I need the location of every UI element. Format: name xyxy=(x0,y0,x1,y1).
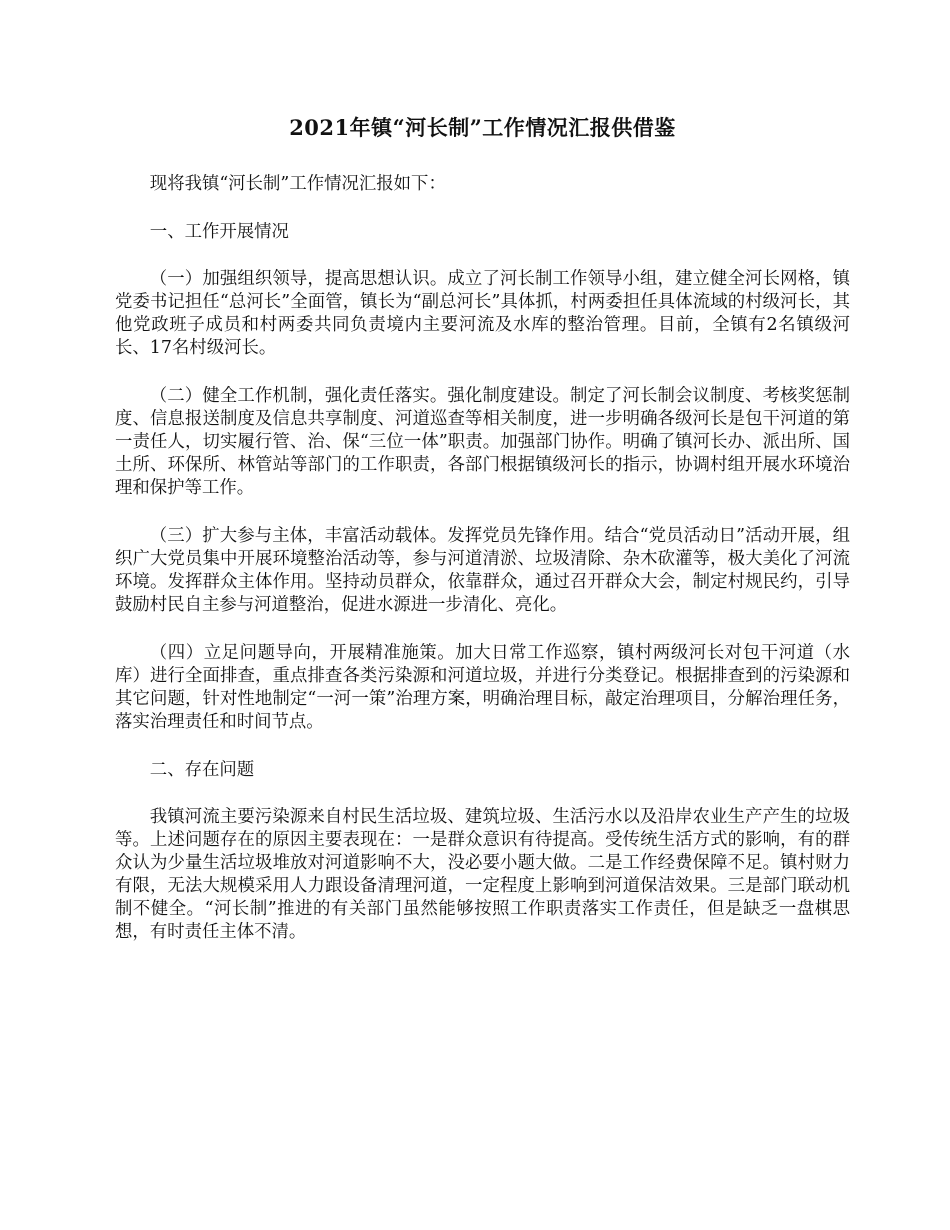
document-title: 2021年镇“河长制”工作情况汇报供借鉴 xyxy=(289,115,676,140)
section-heading-work-status: 一、工作开展情况 xyxy=(149,222,289,242)
paragraph-participation: （三）扩大参与主体，丰富活动载体。发挥党员先锋作用。结合“党员活动日”活动开展，组织广大党员集中开展环境整治活动等，参与河道清淤、垃圾清除、杂木砍灌等，极大美化了河流环境。发挥群众主体作用。坚持动员群众，依靠群众，通过召开群众大会，制定村规民约，引导鼓励村民自主参与河道整治，促进水源进一步清化、亮化。 xyxy=(115,526,850,615)
paragraph-organization-leadership: （一）加强组织领导，提高思想认识。成立了河长制工作领导小组，建立健全河长网格，镇党委书记担任“总河长”全面管，镇长为“副总河长”具体抓，村两委担任具体流域的村级河长，其他党政班子成员和村两委共同负责境内主要河流及水库的整治管理。目前，全镇有2名镇级河长、17名村级河长。 xyxy=(115,269,850,358)
paragraph-problem-causes: 我镇河流主要污染源来自村民生活垃圾、建筑垃圾、生活污水以及沿岸农业生产产生的垃圾等。上述问题存在的原因主要表现在：一是群众意识有待提高。受传统生活方式的影响，有的群众认为少量生活垃圾堆放对河道影响不大，没必要小题大做。二是工作经费保障不足。镇村财力有限，无法大规模采用人力跟设备清理河道，一定程度上影响到河道保洁效果。三是部门联动机制不健全。“河长制”推进的有关部门虽然能够按照工作职责落实工作责任，但是缺乏一盘棋思想，有时责任主体不清。 xyxy=(115,807,850,942)
paragraph-work-mechanism: （二）健全工作机制，强化责任落实。强化制度建设。制定了河长制会议制度、考核奖惩制度、信息报送制度及信息共享制度、河道巡查等相关制度，进一步明确各级河长是包干河道的第一责任人，切实履行管、治、保“三位一体”职责。加强部门协作。明确了镇河长办、派出所、国土所、环保所、林管站等部门的工作职责，各部门根据镇级河长的指示，协调村组开展水环境治理和保护等工作。 xyxy=(115,386,850,498)
section-heading-existing-problems: 二、存在问题 xyxy=(149,760,255,780)
document-page xyxy=(115,108,850,969)
paragraph-problem-oriented-measures: （四）立足问题导向，开展精准施策。加大日常工作巡察，镇村两级河长对包干河道（水库）进行全面排查，重点排查各类污染源和河道垃圾，并进行分类登记。根据排查到的污染源和其它问题，针对性地制定“一河一策”治理方案，明确治理目标，敲定治理项目，分解治理任务，落实治理责任和时间节点。 xyxy=(115,643,850,732)
intro-paragraph: 现将我镇“河长制”工作情况汇报如下： xyxy=(149,174,446,194)
